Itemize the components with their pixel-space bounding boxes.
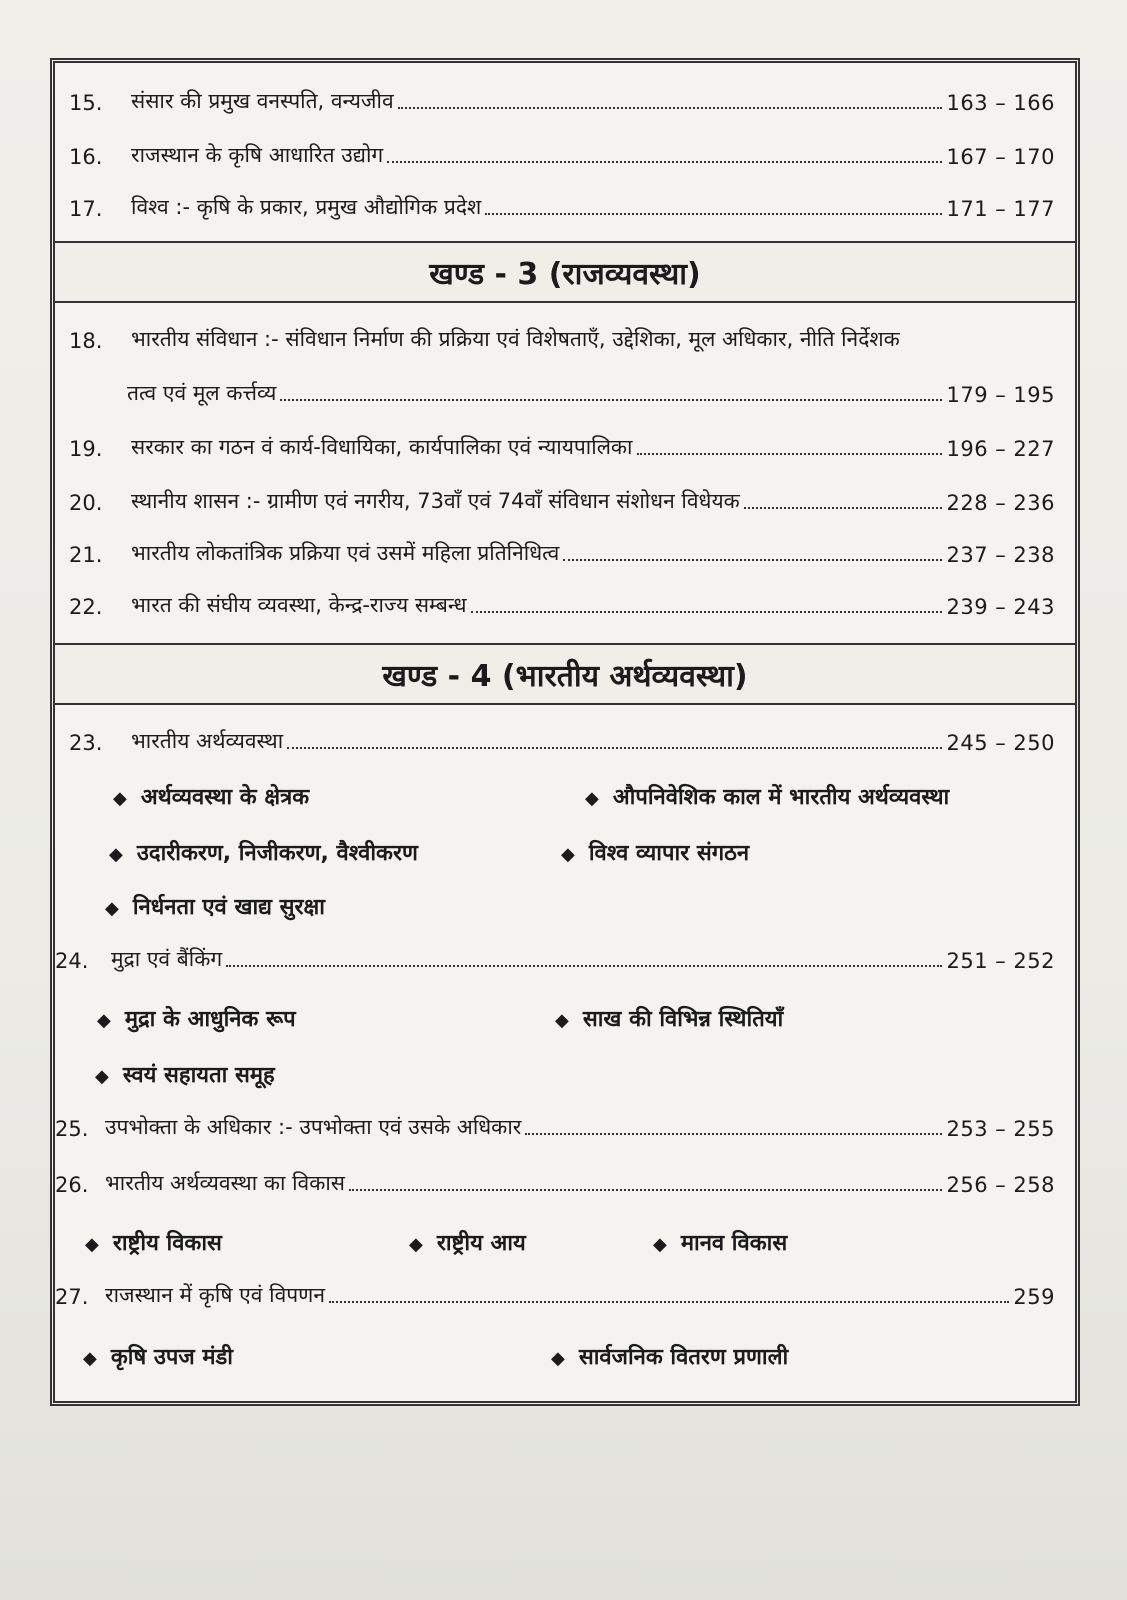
diamond-bullet-icon: ◆ (85, 1234, 99, 1255)
dot-leader (637, 453, 943, 455)
item-title: भारतीय अर्थव्यवस्था (131, 729, 284, 753)
bullet-item (97, 1003, 296, 1033)
toc-item-15 (55, 87, 1075, 115)
item-title: भारतीय लोकतांत्रिक प्रक्रिया एवं उसमें महिला प्रतिनिधित्व (131, 541, 560, 565)
item-title: स्थानीय शासन :- ग्रामीण एवं नगरीय, 73वाँ एवं 74वाँ संविधान संशोधन विधेयक (131, 489, 740, 513)
item-title: भारतीय अर्थव्यवस्था का विकास (105, 1171, 345, 1195)
item-pages: 179 – 195 (946, 383, 1055, 407)
diamond-bullet-icon: ◆ (653, 1234, 667, 1255)
section-heading-4 (55, 643, 1075, 705)
toc-item-17 (55, 193, 1075, 221)
section-heading-3 (55, 241, 1075, 303)
item-title: भारत की संघीय व्यवस्था, केन्द्र-राज्य सम्बन्ध (131, 593, 467, 617)
diamond-bullet-icon: ◆ (113, 788, 127, 809)
dot-leader (471, 611, 943, 613)
diamond-bullet-icon: ◆ (561, 844, 575, 865)
toc-item-22 (55, 591, 1075, 619)
bullet-text: स्वयं सहायता समूह (122, 1063, 275, 1088)
diamond-bullet-icon: ◆ (95, 1066, 109, 1087)
item-number: 19. (69, 437, 103, 461)
diamond-bullet-icon: ◆ (97, 1010, 111, 1031)
item-pages: 256 – 258 (946, 1173, 1055, 1197)
bullet-item (555, 1003, 783, 1033)
bullet-text: सार्वजनिक वितरण प्रणाली (578, 1345, 789, 1370)
dot-leader (744, 507, 943, 509)
section-title: खण्ड - 3 (राजव्यवस्था) (429, 256, 701, 292)
item-number: 23. (69, 731, 103, 755)
dot-leader (387, 161, 942, 163)
item-title: राजस्थान के कृषि आधारित उद्योग (131, 143, 384, 167)
bullet-item (83, 1341, 233, 1371)
bullet-text: निर्धनता एवं खाद्य सुरक्षा (132, 895, 326, 920)
item-title: उपभोक्ता के अधिकार :- उपभोक्ता एवं उसके अधिकार (105, 1115, 522, 1139)
toc-item-18 (55, 325, 1075, 353)
dot-leader (398, 107, 943, 109)
toc-item-23 (55, 727, 1075, 755)
item-pages: 167 – 170 (946, 145, 1055, 169)
item-title: मुद्रा एवं बैंकिंग (111, 947, 223, 971)
bullet-text: विश्व व्यापार संगठन (588, 841, 750, 866)
bullet-item (551, 1341, 788, 1371)
bullet-item (653, 1227, 787, 1257)
dot-leader (563, 559, 942, 561)
bullet-item (85, 1227, 222, 1257)
diamond-bullet-icon: ◆ (83, 1348, 97, 1369)
bullet-item (409, 1227, 526, 1257)
bullet-item (585, 781, 949, 811)
item-pages: 171 – 177 (946, 197, 1055, 221)
item-number: 16. (69, 145, 103, 169)
toc-item-20 (55, 487, 1075, 515)
bullet-text: मुद्रा के आधुनिक रूप (124, 1007, 296, 1032)
dot-leader (329, 1301, 1009, 1303)
item-number: 18. (69, 329, 103, 353)
bullet-item (95, 1059, 275, 1089)
dot-leader (349, 1189, 943, 1191)
toc-item-24 (55, 945, 1075, 973)
section-title: खण्ड - 4 (भारतीय अर्थव्यवस्था) (382, 658, 748, 694)
dot-leader (525, 1133, 942, 1135)
item-number: 20. (69, 491, 103, 515)
item-number: 24. (55, 949, 89, 973)
toc-item-18-continuation (55, 379, 1075, 407)
diamond-bullet-icon: ◆ (555, 1010, 569, 1031)
item-number: 21. (69, 543, 103, 567)
item-pages: 196 – 227 (946, 437, 1055, 461)
dot-leader (287, 747, 942, 749)
toc-frame (50, 58, 1080, 1406)
toc-item-19 (55, 433, 1075, 461)
diamond-bullet-icon: ◆ (585, 788, 599, 809)
dot-leader (280, 399, 942, 401)
diamond-bullet-icon: ◆ (109, 844, 123, 865)
item-pages: 245 – 250 (946, 731, 1055, 755)
bullet-text: साख की विभिन्न स्थितियाँ (582, 1007, 784, 1032)
item-title: भारतीय संविधान :- संविधान निर्माण की प्रक्रिया एवं विशेषताएँ, उद्देशिका, मूल अधिकार, नीति निर्देशक (131, 327, 900, 351)
item-pages: 259 (1013, 1285, 1055, 1309)
item-pages: 253 – 255 (946, 1117, 1055, 1141)
toc-item-16 (55, 141, 1075, 169)
bullet-item (109, 837, 418, 867)
bullet-text: मानव विकास (680, 1231, 788, 1256)
bullet-text: कृषि उपज मंडी (110, 1345, 233, 1370)
item-title: विश्व :- कृषि के प्रकार, प्रमुख औद्योगिक प्रदेश (131, 195, 482, 219)
dot-leader (226, 965, 942, 967)
dot-leader (485, 213, 942, 215)
bullet-text: औपनिवेशिक काल में भारतीय अर्थव्यवस्था (612, 785, 950, 810)
bullet-text: राष्ट्रीय विकास (112, 1231, 222, 1256)
bullet-text: राष्ट्रीय आय (436, 1231, 526, 1256)
bullet-item (561, 837, 749, 867)
item-pages: 228 – 236 (946, 491, 1055, 515)
toc-item-25 (55, 1113, 1075, 1141)
bullet-item (113, 781, 309, 811)
item-pages: 163 – 166 (946, 91, 1055, 115)
diamond-bullet-icon: ◆ (551, 1348, 565, 1369)
item-pages: 251 – 252 (946, 949, 1055, 973)
item-number: 22. (69, 595, 103, 619)
toc-item-26 (55, 1169, 1075, 1197)
item-title: सरकार का गठन वं कार्य-विधायिका, कार्यपालिका एवं न्यायपालिका (131, 435, 633, 459)
diamond-bullet-icon: ◆ (105, 898, 119, 919)
item-title: राजस्थान में कृषि एवं विपणन (105, 1283, 326, 1307)
item-title-continued: तत्व एवं मूल कर्त्तव्य (127, 381, 277, 405)
item-number: 25. (55, 1117, 89, 1141)
item-number: 15. (69, 91, 103, 115)
item-number: 17. (69, 197, 103, 221)
diamond-bullet-icon: ◆ (409, 1234, 423, 1255)
bullet-text: अर्थव्यवस्था के क्षेत्रक (140, 785, 310, 810)
bullet-item (105, 891, 325, 921)
item-title: संसार की प्रमुख वनस्पति, वन्यजीव (131, 89, 394, 113)
item-pages: 239 – 243 (946, 595, 1055, 619)
item-number: 26. (55, 1173, 89, 1197)
toc-item-21 (55, 539, 1075, 567)
item-number: 27. (55, 1285, 89, 1309)
toc-item-27 (55, 1281, 1075, 1309)
item-pages: 237 – 238 (946, 543, 1055, 567)
bullet-text: उदारीकरण, निजीकरण, वैश्वीकरण (136, 841, 418, 866)
